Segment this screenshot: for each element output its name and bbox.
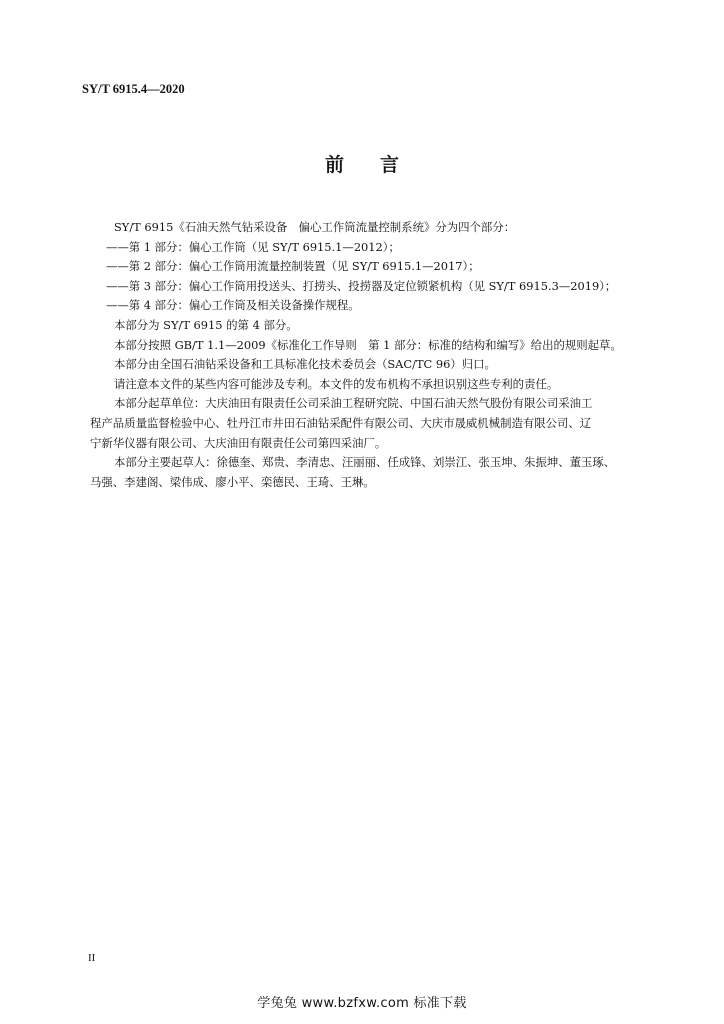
paragraph-line: 宁新华仪器有限公司、大庆油田有限责任公司第四采油厂。 xyxy=(90,435,387,450)
list-item: ——第 1 部分：偏心工作筒（见 SY/T 6915.1—2012）； xyxy=(106,239,400,254)
paragraph-line: 程产品质量监督检验中心、牡丹江市井田石油钻采配件有限公司、大庆市晟威机械制造有限公司、辽 xyxy=(90,415,592,430)
paragraph-line: SY/T 6915《石油天然气钻采设备 偏心工作筒流量控制系统》分为四个部分： xyxy=(114,220,516,234)
standard-code: SY/T 6915.4—2020 xyxy=(82,82,185,96)
list-item: ——第 3 部分：偏心工作筒用投送头、打捞头、投捞器及定位锁紧机构（见 SY/T 6915.3—2019）； xyxy=(106,278,617,293)
paragraph-line: 马强、李建阁、梁伟成、廖小平、栾德民、王琦、王琳。 xyxy=(90,474,375,489)
paragraph-line: 请注意本文件的某些内容可能涉及专利。本文件的发布机构不承担识别这些专利的责任。 xyxy=(114,376,559,391)
list-item: ——第 2 部分：偏心工作筒用流量控制装置（见 SY/T 6915.1—2017）； xyxy=(106,259,480,274)
foreword-body xyxy=(90,218,646,492)
paragraph-line: 本部分主要起草人：徐德奎、郑贵、李清忠、汪丽丽、任成锋、刘崇江、张玉坤、朱振坤、董玉琢、 xyxy=(114,455,616,470)
page-title: 前言 xyxy=(324,154,435,176)
paragraph-line: 本部分由全国石油钻采设备和工具标准化技术委员会（SAC/TC 96）归口。 xyxy=(114,357,496,372)
page-number: II xyxy=(88,952,96,964)
list-item: ——第 4 部分：偏心工作筒及相关设备操作规程。 xyxy=(106,298,360,313)
paragraph-line: 本部分为 SY/T 6915 的第 4 部分。 xyxy=(114,317,298,332)
footer-watermark: 学兔兔 www.bzfxw.com 标准下载 xyxy=(257,996,467,1011)
paragraph-line: 本部分按照 GB/T 1.1—2009《标准化工作导则 第 1 部分：标准的结构和编写》给出的规则起草。 xyxy=(114,337,622,352)
paragraph-line: 本部分起草单位：大庆油田有限责任公司采油工程研究院、中国石油天然气股份有限公司采油工 xyxy=(114,396,593,411)
